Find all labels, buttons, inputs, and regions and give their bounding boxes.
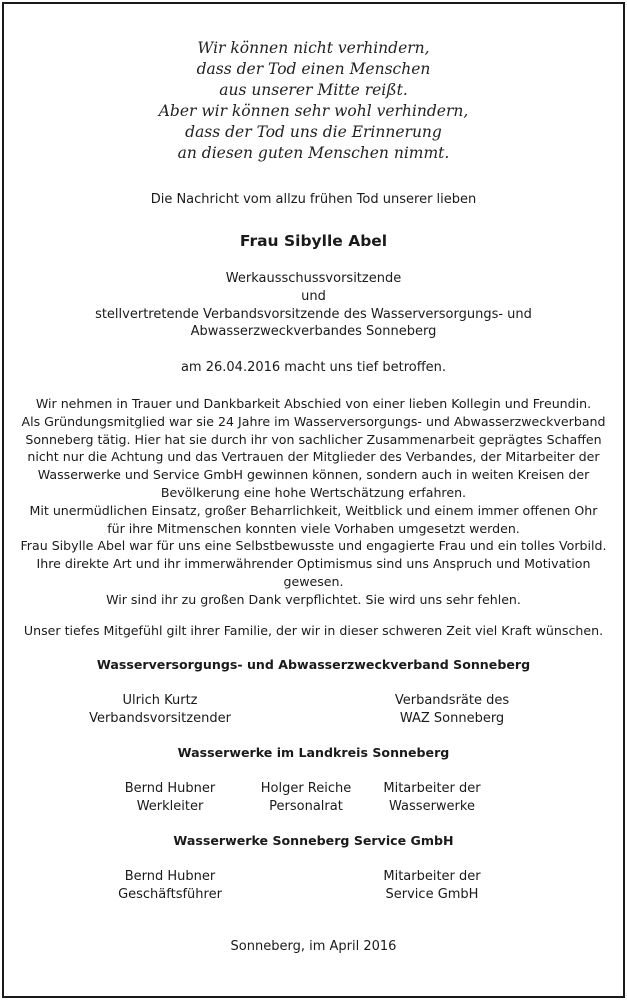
org1-title: Wasserversorgungs- und Abwasserzweckverband Sonneberg xyxy=(96,657,531,672)
role-line: Abwasserzweckverbandes Sonneberg xyxy=(190,324,437,340)
signatory-name: Ulrich Kurtz xyxy=(122,693,198,708)
deceased-name: Frau Sibylle Abel xyxy=(239,232,388,250)
body-line: Wasserwerke und Service GmbH gewinnen können, sondern auch in weiten Kreisen der xyxy=(37,467,590,483)
body-line: Ihre direkte Art und ihr immerwährender Optimismus sind uns Anspruch und Motivation xyxy=(36,556,591,572)
poem-line: an diesen guten Menschen nimmt. xyxy=(177,144,450,162)
role-line: Werkausschussvorsitzende xyxy=(225,271,402,286)
poem-line: Wir können nicht verhindern, xyxy=(197,39,430,57)
org2-signatory-middle xyxy=(236,780,376,815)
org3-signatory-right xyxy=(362,868,502,903)
intro-text: Die Nachricht vom allzu frühen Tod unserer lieben xyxy=(150,192,477,207)
body-line: Mit unermüdlichen Einsatz, großer Beharrlichkeit, Weitblick und einem immer offenen Ohr xyxy=(29,502,598,518)
body-line: Frau Sibylle Abel war für uns eine Selbstbewusste und engagierte Frau und ein tolles Vorbild. xyxy=(20,538,607,554)
body-line: Sonneberg tätig. Hier hat sie durch ihr von sachlicher Zusammenarbeit geprägtes Schaffen xyxy=(25,431,602,447)
poem-line: dass der Tod uns die Erinnerung xyxy=(185,123,442,141)
poem-line: aus unserer Mitte reißt. xyxy=(219,81,408,99)
signatory-name: Bernd Hubner xyxy=(124,869,216,884)
org2-title: Wasserwerke im Landkreis Sonneberg xyxy=(177,745,450,760)
signatory-role: Service GmbH xyxy=(385,886,479,902)
signatory-role: WAZ Sonneberg xyxy=(399,710,505,726)
body-line: Wir sind ihr zu großen Dank verpflichtet. Sie wird uns sehr fehlen. xyxy=(106,591,521,607)
signatory-name: Mitarbeiter der xyxy=(383,869,481,884)
org3-title: Wasserwerke Sonneberg Service GmbH xyxy=(173,833,454,848)
signatory-name: Mitarbeiter der xyxy=(383,781,481,796)
signatory-name: Bernd Hubner xyxy=(124,781,216,796)
role-line: stellvertretende Verbandsvorsitzende des Wasserversorgungs- und xyxy=(95,306,532,322)
signatory-role: Wasserwerke xyxy=(389,798,475,814)
condolence-text: Unser tiefes Mitgefühl gilt ihrer Familie, der wir in dieser schweren Zeit viel Kraft wünschen. xyxy=(23,623,604,638)
body-line: Bevölkerung eine hohe Wertschätzung erfahren. xyxy=(160,484,467,500)
poem xyxy=(6,38,621,164)
signatory-role: Personalrat xyxy=(269,798,343,814)
role-line: und xyxy=(301,288,326,304)
signatory-name: Verbandsräte des xyxy=(394,693,510,708)
poem-line: Aber wir können sehr wohl verhindern, xyxy=(158,102,469,120)
org3-signatory-left xyxy=(90,868,250,903)
signatory-role: Verbandsvorsitzender xyxy=(89,710,231,726)
body-text xyxy=(6,395,621,609)
poem-line: dass der Tod einen Menschen xyxy=(196,60,431,78)
body-line: Wir nehmen in Trauer und Dankbarkeit Abschied von einer lieben Kollegin und Freundin. xyxy=(35,396,592,411)
roles xyxy=(6,270,621,341)
signatory-name: Holger Reiche xyxy=(260,781,352,796)
org2-signatory-left xyxy=(100,780,240,815)
body-line: Als Gründungsmitglied war sie 24 Jahre im Wasserversorgungs- und Abwasserzweckverband xyxy=(21,413,606,429)
org1-signatory-left xyxy=(80,692,240,727)
date-line: am 26.04.2016 macht uns tief betroffen. xyxy=(180,360,447,375)
org1-signatory-right xyxy=(372,692,532,727)
body-line: für ihre Mitmenschen konnten viele Vorhaben umgesetzt werden. xyxy=(107,520,520,536)
signatory-role: Geschäftsführer xyxy=(118,886,222,902)
signatory-role: Werkleiter xyxy=(136,798,204,814)
footer-place-date: Sonneberg, im April 2016 xyxy=(230,939,397,954)
body-line: nicht nur die Achtung und das Vertrauen der Mitglieder des Verbandes, der Mitarbeiter der xyxy=(27,449,600,465)
org2-signatory-right xyxy=(362,780,502,815)
body-line: gewesen. xyxy=(283,573,344,589)
